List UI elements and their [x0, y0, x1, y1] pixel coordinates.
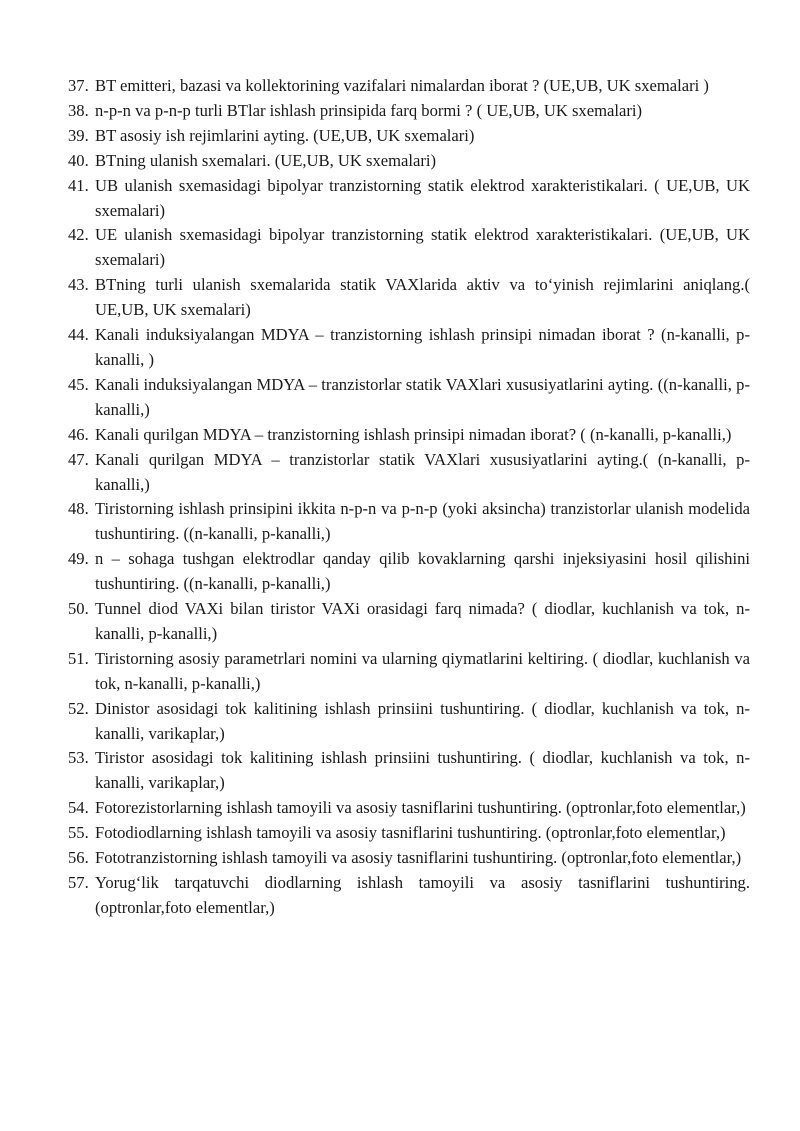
- question-number: 48.: [68, 499, 89, 519]
- question-text: Tiristorning asosiy parametrlari nomini va ularning qiymatlarini keltiring. ( diodlar, kuchlanish va tok, n-kanalli, p-kanalli,): [95, 648, 750, 693]
- question-number: 43.: [68, 275, 89, 295]
- question-item: [68, 174, 750, 224]
- question-number: 57.: [68, 873, 89, 892]
- question-number: 50.: [68, 599, 89, 619]
- question-text: n – sohaga tushgan elektrodlar qanday qilib kovaklarning qarshi injeksiyasini hosil qilishini tushuntiring. ((n-kanalli, p-kanalli,): [95, 549, 750, 594]
- question-text: BT emitteri, bazasi va kollektorining vazifalari nimalardan iborat ? (UE,UB, UK sxemalari ): [95, 76, 709, 95]
- question-number: 40.: [68, 150, 89, 170]
- question-text: Fotodiodlarning ishlash tamoyili va asosiy tasniflarini tushuntiring. (optronlar,foto elementlar,): [95, 823, 726, 843]
- question-number: 49.: [68, 549, 89, 569]
- question-item: [68, 547, 750, 597]
- question-item: [68, 223, 750, 273]
- question-text: UE ulanish sxemasidagi bipolyar tranzistorning statik elektrod xarakteristikalari. (UE,UB, UK sxemalari): [95, 225, 750, 270]
- question-number: 42.: [68, 225, 89, 245]
- question-text: UB ulanish sxemasidagi bipolyar tranzistorning statik elektrod xarakteristikalari. ( UE,UB, UK sxemalari): [95, 175, 750, 220]
- question-item: [68, 846, 750, 871]
- question-number: 55.: [68, 823, 89, 843]
- question-item: [68, 448, 750, 498]
- question-text: Dinistor asosidagi tok kalitining ishlash prinsiini tushuntiring. ( diodlar, kuchlanish va tok, n-kanalli, varikaplar,): [95, 698, 750, 743]
- question-item: [68, 871, 750, 921]
- question-item: [68, 99, 750, 124]
- question-item: [68, 423, 750, 448]
- question-number: 45.: [68, 374, 89, 394]
- question-text: Yorug‘lik tarqatuvchi diodlarning ishlash tamoyili va asosiy tasniflarini tushuntiring. (optronlar,foto elementlar,): [95, 873, 750, 917]
- question-text: Fototranzistorning ishlash tamoyili va asosiy tasniflarini tushuntiring. (optronlar,foto elementlar,): [95, 848, 742, 868]
- question-item: [68, 746, 750, 796]
- question-item: [68, 597, 750, 647]
- question-item: [68, 124, 750, 149]
- question-number: 38.: [68, 100, 89, 120]
- question-item: [68, 497, 750, 547]
- question-item: [68, 373, 750, 423]
- question-item: [68, 796, 750, 821]
- question-item: [68, 149, 750, 174]
- question-text: Kanali induksiyalangan MDYA – tranzistorlar statik VAXlari xususiyatlarini ayting. ((n-kanalli, p-kanalli,): [95, 374, 750, 419]
- question-number: 51.: [68, 648, 89, 668]
- question-item: [68, 647, 750, 697]
- question-text: BTning turli ulanish sxemalarida statik VAXlarida aktiv va to‘yinish rejimlarini aniqlang.( UE,UB, UK sxemalari): [95, 275, 750, 320]
- question-text: BTning ulanish sxemalari. (UE,UB, UK sxemalari): [95, 150, 437, 170]
- question-text: Tunnel diod VAXi bilan tiristor VAXi orasidagi farq nimada? ( diodlar, kuchlanish va tok, n-kanalli, p-kanalli,): [95, 599, 750, 643]
- question-text: Kanali qurilgan MDYA – tranzistorlar statik VAXlari xususiyatlarini ayting.( (n-kanalli, p-kanalli,): [95, 449, 750, 494]
- question-number: 37.: [68, 76, 89, 95]
- question-number: 56.: [68, 848, 89, 868]
- question-number: 54.: [68, 798, 89, 818]
- question-text: Fotorezistorlarning ishlash tamoyili va asosiy tasniflarini tushuntiring. (optronlar,foto elementlar,): [95, 798, 746, 818]
- question-number: 46.: [68, 424, 89, 444]
- question-item: [68, 821, 750, 846]
- question-text: Tiristorning ishlash prinsipini ikkita n-p-n va p-n-p (yoki aksincha) tranzistorlar ulanish modelida tushuntiring. ((n-kanalli, p-kanalli,): [95, 499, 750, 544]
- question-item: [68, 273, 750, 323]
- question-text: n-p-n va p-n-p turli BTlar ishlash prinsipida farq bormi ? ( UE,UB, UK sxemalari): [95, 100, 643, 120]
- question-item: [68, 74, 750, 99]
- question-text: Tiristor asosidagi tok kalitining ishlash prinsiini tushuntiring. ( diodlar, kuchlanish va tok, n-kanalli, varikaplar,): [95, 748, 750, 793]
- question-text: BT asosiy ish rejimlarini ayting. (UE,UB, UK sxemalari): [95, 125, 475, 145]
- question-text: Kanali induksiyalangan MDYA – tranzistorning ishlash prinsipi nimadan iborat ? (n-kanalli, p-kanalli, ): [95, 325, 750, 369]
- question-number: 39.: [68, 125, 89, 145]
- question-number: 53.: [68, 748, 89, 768]
- question-text: Kanali qurilgan MDYA – tranzistorning ishlash prinsipi nimadan iborat? ( (n-kanalli, p-kanalli,): [95, 424, 732, 444]
- question-item: [68, 697, 750, 747]
- question-list: [68, 74, 750, 921]
- question-item: [68, 323, 750, 373]
- question-number: 47.: [68, 449, 89, 469]
- question-number: 44.: [68, 325, 89, 345]
- question-number: 41.: [68, 175, 89, 195]
- question-number: 52.: [68, 698, 89, 718]
